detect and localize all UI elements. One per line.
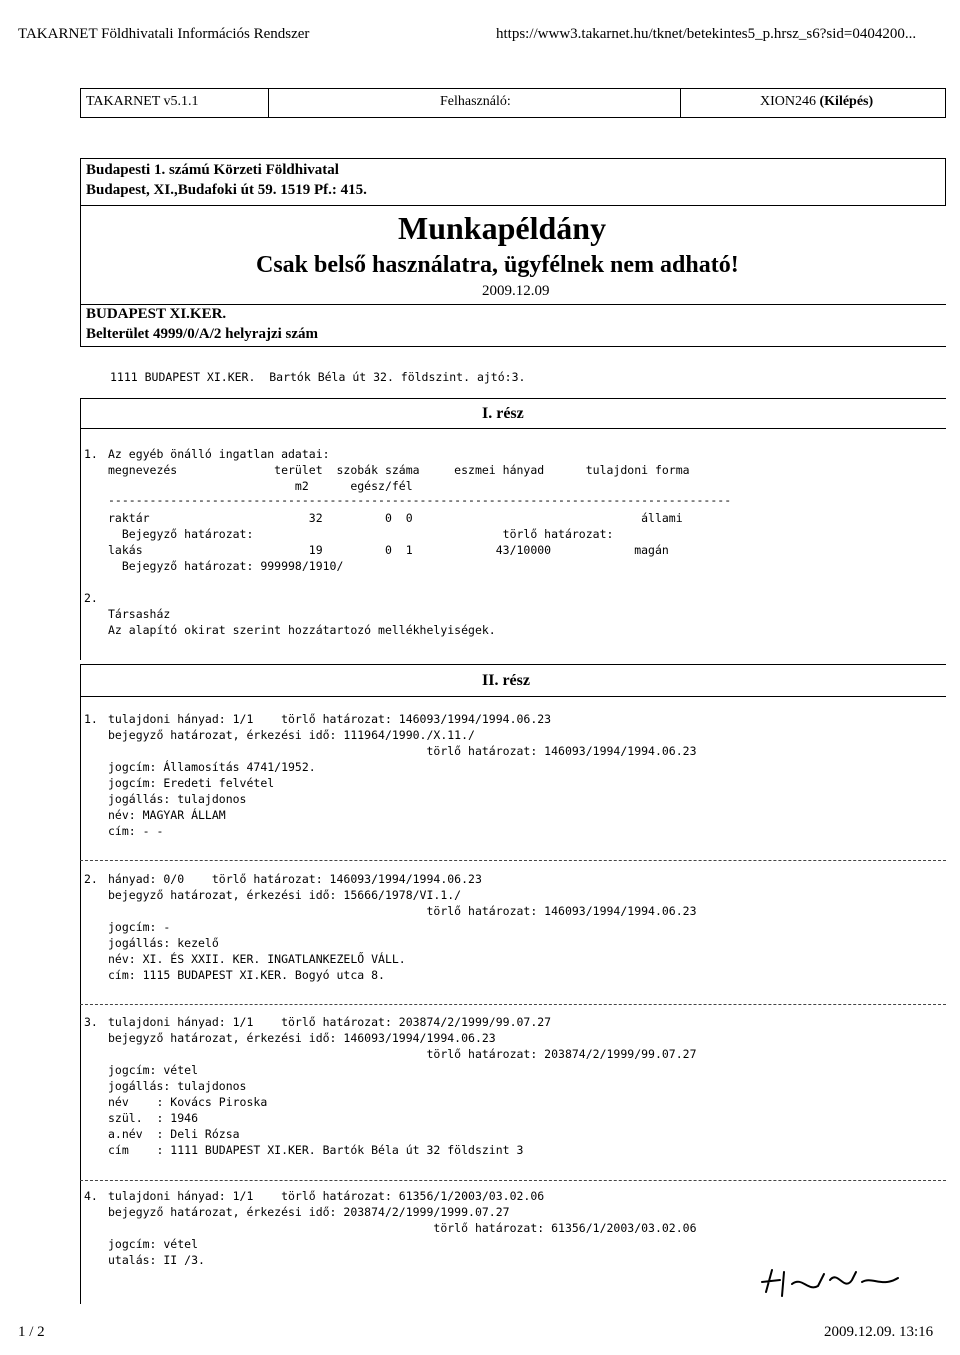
banner-subtitle: Csak belső használatra, ügyfélnek nem adható!	[256, 252, 739, 278]
owner-entry-line: törlő határozat: 146093/1994/1994.06.23	[108, 904, 697, 918]
owner-entry-line: jogcím: Eredeti felvétel	[108, 776, 275, 790]
owner-entry-line: tulajdoni hányad: 1/1 törlő határozat: 146093/1994/1994.06.23	[108, 712, 552, 726]
office-address: Budapest, XI.,Budafoki út 59. 1519 Pf.: 415.	[86, 182, 367, 198]
browser-title: TAKARNET Földhivatali Információs Rendszer	[18, 26, 310, 42]
part1-section1-title: Az egyéb önálló ingatlan adatai:	[108, 447, 330, 461]
part1-section1-number: 1.	[84, 447, 98, 461]
owner-entry-number: 3.	[84, 1015, 98, 1029]
owner-entry-line: név: XI. ÉS XXII. KER. INGATLANKEZELŐ VÁLL.	[108, 952, 406, 966]
table-row: raktár 32 0 0 állami	[108, 511, 683, 525]
page-number: 1 / 2	[18, 1324, 45, 1340]
owner-entry-line: jogcím: vétel	[108, 1063, 199, 1077]
owner-entry-line: bejegyző határozat, érkezési idő: 146093/1994/1994.06.23	[108, 1031, 496, 1045]
owner-entry-line: jogállás: kezelő	[108, 936, 219, 950]
owner-entry-line: a.név : Deli Rózsa	[108, 1127, 240, 1141]
property-address: 1111 BUDAPEST XI.KER. Bartók Béla út 32. földszint. ajtó:3.	[110, 370, 526, 384]
part1-section2-line: Az alapító okirat szerint hozzátartozó mellékhelyiségek.	[108, 623, 496, 637]
owner-entry-number: 1.	[84, 712, 98, 726]
handwritten-signature	[758, 1262, 908, 1302]
logout-link[interactable]: (Kilépés)	[819, 94, 874, 109]
banner-date: 2009.12.09	[482, 283, 550, 299]
owner-entry-line: név : Kovács Piroska	[108, 1095, 268, 1109]
office-name: Budapesti 1. számú Körzeti Földhivatal	[86, 162, 339, 178]
owner-entry-line: tulajdoni hányad: 1/1 törlő határozat: 61356/1/2003/03.02.06	[108, 1189, 545, 1203]
owner-entry-line: hányad: 0/0 törlő határozat: 146093/1994/1994.06.23	[108, 872, 482, 886]
part2-heading: II. rész	[482, 672, 530, 689]
part1-section2-line: Társasház	[108, 607, 171, 621]
owner-entry-line: jogcím: -	[108, 920, 171, 934]
owner-entry-line: törlő határozat: 61356/1/2003/03.02.06	[108, 1221, 697, 1235]
owner-entry-line: jogállás: tulajdonos	[108, 792, 247, 806]
owner-entry-line: cím: - -	[108, 824, 164, 838]
owner-entry-line: jogcím: vétel	[108, 1237, 199, 1251]
property-district: BUDAPEST XI.KER.	[86, 306, 227, 322]
part1-heading: I. rész	[482, 405, 524, 422]
property-parcel: Belterület 4999/0/A/2 helyrajzi szám	[86, 326, 319, 342]
owner-entry-line: törlő határozat: 203874/2/1999/99.07.27	[108, 1047, 697, 1061]
owner-entry-line: törlő határozat: 146093/1994/1994.06.23	[108, 744, 697, 758]
owner-entry-line: szül. : 1946	[108, 1111, 199, 1125]
print-timestamp: 2009.12.09. 13:16	[824, 1324, 934, 1340]
owner-entry-number: 2.	[84, 872, 98, 886]
part1-section2-number: 2.	[84, 591, 98, 605]
banner-title: Munkapéldány	[398, 210, 607, 246]
owner-entry-line: utalás: II /3.	[108, 1253, 205, 1267]
app-version: TAKARNET v5.1.1	[86, 94, 199, 109]
owner-entry-line: bejegyző határozat, érkezési idő: 111964/1990./X.11./	[108, 728, 475, 742]
owner-entry-line: bejegyző határozat, érkezési idő: 203874/2/1999/1999.07.27	[108, 1205, 510, 1219]
table-header: megnevezés terület szobák száma eszmei hányad tulajdoni forma	[108, 463, 690, 477]
owner-entry-line: bejegyző határozat, érkezési idő: 15666/1978/VI.1./	[108, 888, 462, 902]
owner-entry-line: cím: 1115 BUDAPEST XI.KER. Bogyó utca 8.	[108, 968, 385, 982]
owner-entry-number: 4.	[84, 1189, 98, 1203]
owner-entry-line: név: MAGYAR ÁLLAM	[108, 808, 226, 822]
owner-entry-line: cím : 1111 BUDAPEST XI.KER. Bartók Béla út 32 földszint 3	[108, 1143, 524, 1157]
table-separator: ------------------------------------------------------------------------------------------	[108, 493, 732, 507]
table-row: Bejegyző határozat: törlő határozat:	[108, 527, 614, 541]
user-label: Felhasználó:	[440, 94, 511, 109]
owner-entry-line: jogcím: Államosítás 4741/1952.	[108, 760, 316, 774]
owner-entry-line: jogállás: tulajdonos	[108, 1079, 247, 1093]
browser-url: https://www3.takarnet.hu/tknet/betekintes5_p.hrsz_s6?sid=0404200...	[496, 26, 917, 42]
user-id: XION246	[760, 94, 816, 109]
table-header-units: m2 egész/fél	[108, 479, 413, 493]
table-row: lakás 19 0 1 43/10000 magán	[108, 543, 669, 557]
user-info	[760, 94, 873, 110]
owner-entry-line: tulajdoni hányad: 1/1 törlő határozat: 203874/2/1999/99.07.27	[108, 1015, 552, 1029]
table-row: Bejegyző határozat: 999998/1910/	[108, 559, 344, 573]
